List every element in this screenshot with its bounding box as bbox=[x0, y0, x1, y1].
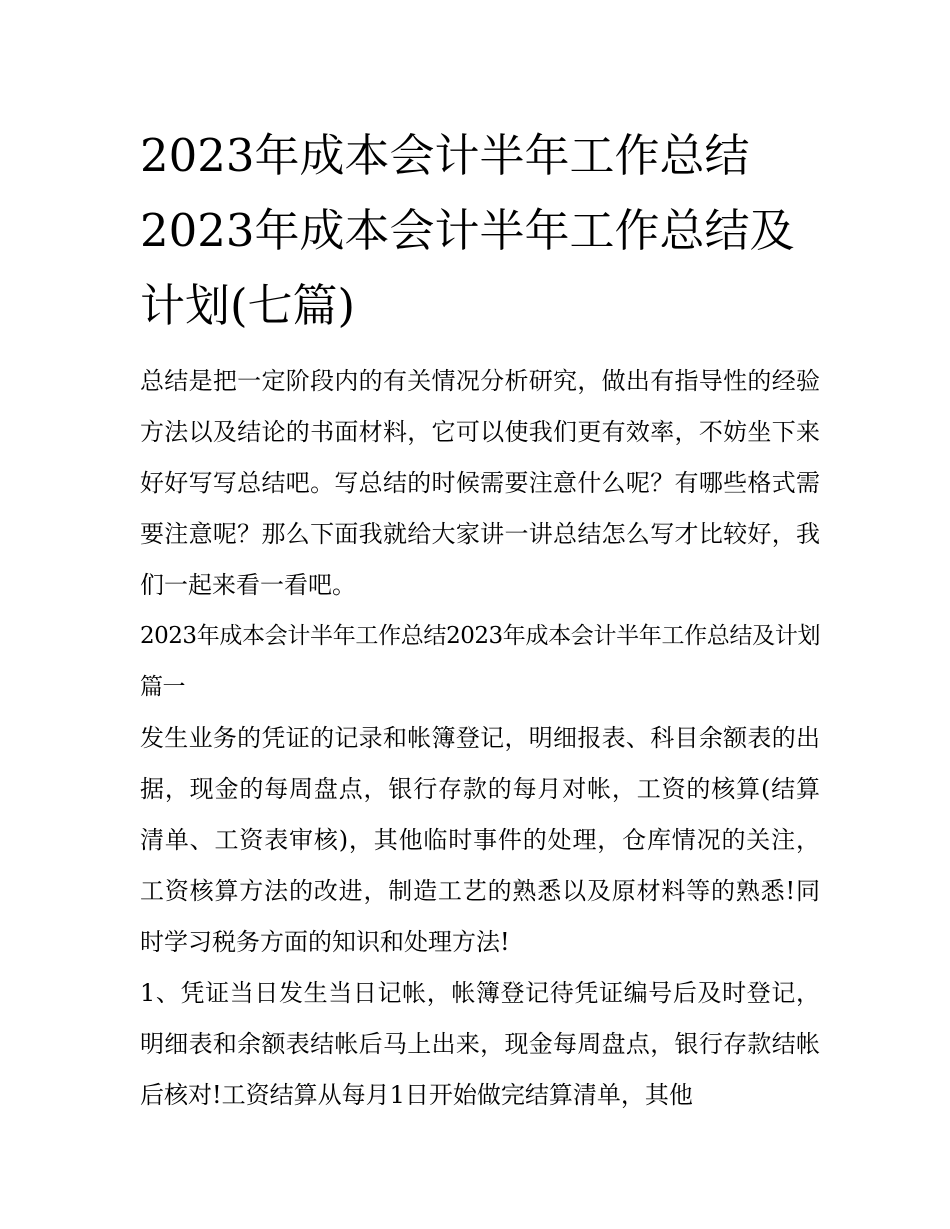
document-title: 2023年成本会计半年工作总结2023年成本会计半年工作总结及计划(七篇) bbox=[140, 129, 795, 332]
intro-paragraph: 总结是把一定阶段内的有关情况分析研究，做出有指导性的经验方法以及结论的书面材料，它可以使我们更有效率，不妨坐下来好好写写总结吧。写总结的时候需要注意什么呢？有哪些格式需要注意呢？那么下面我就给大家讲一讲总结怎么写才比较好，我们一起来看一看吧。 bbox=[140, 367, 820, 599]
body-paragraph-1: 发生业务的凭证的记录和帐簿登记，明细报表、科目余额表的出据，现金的每周盘点，银行存款的每月对帐，工资的核算(结算清单、工资表审核)，其他临时事件的处理，仓库情况的关注，工资核算方法的改进，制造工艺的熟悉以及原材料等的熟悉!同时学习税务方面的知识和处理方法! bbox=[140, 724, 820, 956]
document-page bbox=[140, 118, 820, 1121]
section-heading: 2023年成本会计半年工作总结2023年成本会计半年工作总结及计划篇一 bbox=[140, 623, 820, 700]
body-paragraph-2: 1、凭证当日发生当日记帐，帐簿登记待凭证编号后及时登记，明细表和余额表结帐后马上出来，现金每周盘点，银行存款结帐后核对!工资结算从每月1日开始做完结算清单，其他 bbox=[140, 979, 820, 1109]
